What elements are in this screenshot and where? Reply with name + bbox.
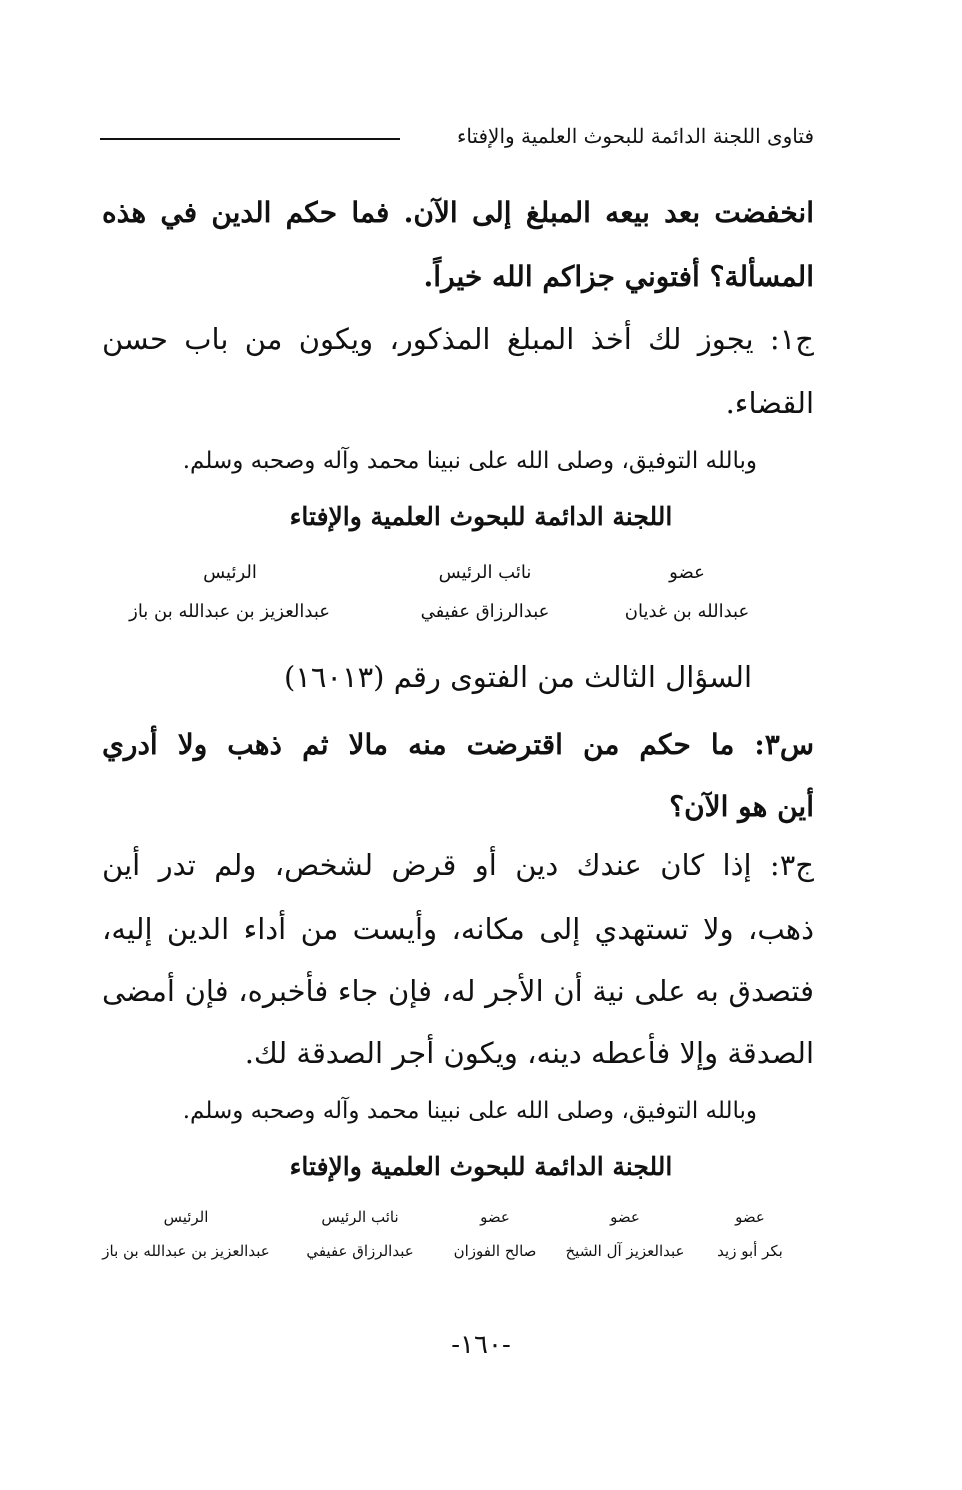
signatory-name: عبدالرزاق عفيفي xyxy=(420,601,550,622)
answer-line: فتصدق به على نية أن الأجر له، فإن جاء فأخبره، فإن أمضى xyxy=(102,974,814,1008)
signatory xyxy=(560,1208,690,1260)
signatory xyxy=(130,562,330,622)
signatory-role: عضو xyxy=(735,1208,765,1226)
signatories-row xyxy=(0,1208,962,1278)
signatory-role: عضو xyxy=(610,1208,640,1226)
signatory xyxy=(700,1208,800,1260)
signatory-role: الرئيس xyxy=(163,1208,209,1226)
fatwa-title: السؤال الثالث من الفتوى رقم (١٦٠١٣) xyxy=(283,660,752,694)
signatories-row xyxy=(0,562,962,632)
signatory-role: عضو xyxy=(669,562,705,583)
signatory xyxy=(440,1208,550,1260)
signatory-role: الرئيس xyxy=(203,562,257,583)
header-rule xyxy=(100,138,400,140)
answer-line: ج٣: إذا كان عندك دين أو قرض لشخص، ولم تدر أين xyxy=(102,848,814,882)
answer-line: الصدقة وإلا فأعطه دينه، ويكون أجر الصدقة لك. xyxy=(244,1036,814,1070)
signatory-name: عبدالرزاق عفيفي xyxy=(306,1242,414,1260)
answer-line: القضاء. xyxy=(725,386,814,420)
running-header: فتاوى اللجنة الدائمة للبحوث العلمية والإفتاء xyxy=(456,124,814,148)
signatory-role: نائب الرئيس xyxy=(438,562,532,583)
closing-formula: وبالله التوفيق، وصلى الله على نبينا محمد وآله وصحبه وسلم. xyxy=(182,1098,757,1124)
committee-name: اللجنة الدائمة للبحوث العلمية والإفتاء xyxy=(289,1152,673,1181)
signatory-name: عبدالعزيز آل الشيخ xyxy=(565,1242,685,1260)
signatory-name: صالح الفوزان xyxy=(453,1242,537,1260)
question-line: انخفضت بعد بيعه المبلغ إلى الآن. فما حكم الدين في هذه xyxy=(102,196,814,229)
signatory-name: عبدالعزيز بن عبدالله بن باز xyxy=(129,601,330,622)
question-line: س٣: ما حكم من اقترضت منه مالا ثم ذهب ولا أدري xyxy=(102,728,814,761)
signatory-name: عبدالله بن غديان xyxy=(624,601,750,622)
signatory xyxy=(96,1208,276,1260)
signatory xyxy=(612,562,762,622)
signatory-role: عضو xyxy=(480,1208,510,1226)
answer-line: ج١: يجوز لك أخذ المبلغ المذكور، ويكون من باب حسن xyxy=(102,322,815,356)
signatory xyxy=(400,562,570,622)
committee-name: اللجنة الدائمة للبحوث العلمية والإفتاء xyxy=(289,502,673,531)
signatory-name: عبدالعزيز بن عبدالله بن باز xyxy=(102,1242,270,1260)
question-line: أين هو الآن؟ xyxy=(669,790,814,823)
signatory-name: بكر أبو زيد xyxy=(717,1242,783,1260)
page-number: -١٦٠- xyxy=(451,1330,511,1360)
signatory-role: نائب الرئيس xyxy=(321,1208,399,1226)
question-line: المسألة؟ أفتوني جزاكم الله خيراً. xyxy=(423,260,814,293)
closing-formula: وبالله التوفيق، وصلى الله على نبينا محمد وآله وصحبه وسلم. xyxy=(182,448,757,474)
answer-line: ذهب، ولا تستهدي إلى مكانه، وأيست من أداء الدين إليه، xyxy=(102,912,814,946)
signatory xyxy=(300,1208,420,1260)
